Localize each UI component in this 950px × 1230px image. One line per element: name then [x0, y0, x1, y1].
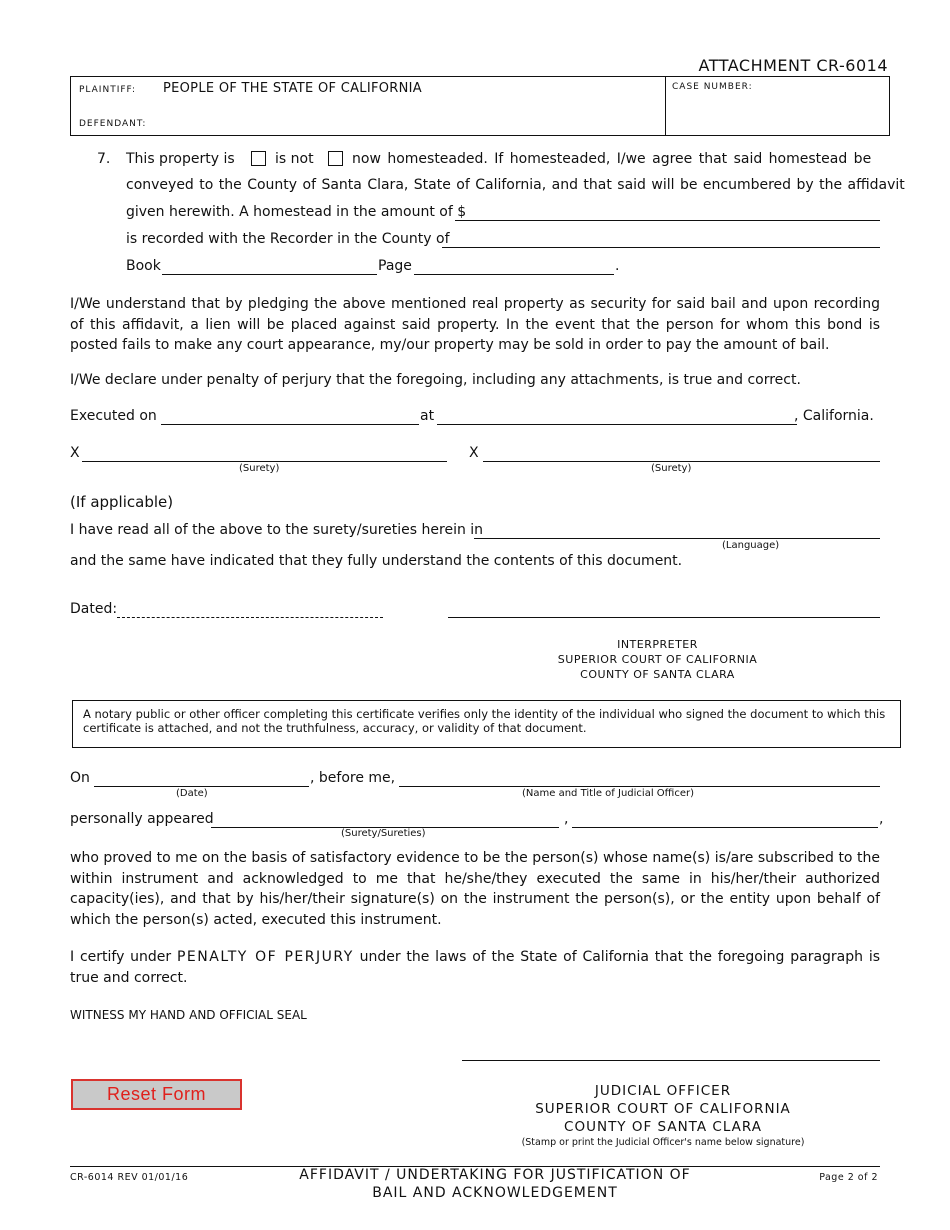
attachment-title: ATTACHMENT CR-6014 [698, 56, 888, 75]
surety2-x: X [469, 445, 479, 461]
item7-line-2: conveyed to the County of Santa Clara, State of California, and that said will be encumbered by the affidavit [126, 177, 905, 193]
date-label: (Date) [176, 788, 208, 799]
surety1-x: X [70, 445, 80, 461]
executed-date-input[interactable] [161, 408, 419, 425]
understand-text: and the same have indicated that they fully understand the contents of this document. [70, 553, 683, 569]
reset-form-button[interactable]: Reset Form [71, 1079, 242, 1110]
surety1-signature[interactable] [82, 445, 447, 462]
item7-line-4: is recorded with the Recorder in the County of [126, 231, 450, 247]
on-label: On [70, 770, 90, 786]
book-label: Book [126, 258, 161, 274]
dated-label: Dated: [70, 601, 118, 617]
proved-paragraph: who proved to me on the basis of satisfactory evidence to be the person(s) whose name(s) is/are subscribed to the within instrument and acknowledged to me that he/she/they executed the same in his/her/their authorized capacity(ies), and that by his/her/their signature(s) on the instrument the person(s), or the entity upon behalf of which the person(s) acted, executed this instrument. [70, 850, 880, 928]
surety-name-2-input[interactable] [572, 811, 878, 828]
judicial-signature[interactable] [462, 1044, 880, 1061]
interpreter-title-1: INTERPRETER [617, 638, 698, 651]
certify-penalty: PENALTY OF PERJURY [176, 949, 354, 965]
item7-text-3: now homesteaded. If homesteaded, I/we agree that said homestead be [352, 151, 872, 167]
interpreter-title-2: SUPERIOR COURT OF CALIFORNIA [557, 653, 758, 666]
at-label: at [420, 408, 435, 424]
language-label: (Language) [722, 540, 780, 551]
page-input[interactable] [414, 258, 614, 275]
judicial-title-3: COUNTY OF SANTA CLARA [564, 1119, 762, 1135]
caption-box [70, 76, 890, 136]
language-input[interactable] [474, 522, 880, 539]
page-label: Page [378, 258, 412, 274]
california-label: , California. [794, 408, 874, 424]
ack-date-input[interactable] [94, 770, 309, 787]
notary-box [72, 700, 901, 748]
notary-text: A notary public or other officer completing this certificate verifies only the identity of the individual who signed the document to which this certificate is attached, and not the truthfulness, accuracy, or validity of that document. [83, 707, 886, 735]
certify-text-a: I certify under [70, 949, 172, 965]
surety1-label: (Surety) [239, 463, 280, 474]
book-input[interactable] [162, 258, 377, 275]
plaintiff-label: PLAINTIFF: [79, 85, 137, 95]
surety2-signature[interactable] [483, 445, 880, 462]
certify-paragraph [70, 947, 880, 988]
executed-place-input[interactable] [437, 408, 797, 425]
item-number: 7. [97, 151, 111, 167]
before-me-label: , before me, [310, 770, 396, 786]
is-not-checkbox[interactable] [328, 151, 343, 166]
lien-paragraph: I/We understand that by pledging the above mentioned real property as security for said bail and upon recording of this affidavit, a lien will be placed against said property. In the event that the person for whom this bond is posted fails to make any court appearance, my/our property may be sold in order to pay the amount of bail. [70, 296, 880, 353]
recorder-county-input[interactable] [442, 231, 880, 248]
footer-title-1: AFFIDAVIT / UNDERTAKING FOR JUSTIFICATION OF [299, 1167, 691, 1183]
officer-label: (Name and Title of Judicial Officer) [522, 788, 694, 799]
if-applicable: (If applicable) [70, 493, 174, 511]
declare-paragraph: I/We declare under penalty of perjury that the foregoing, including any attachments, is true and correct. [70, 372, 801, 388]
interpreter-signature[interactable] [448, 601, 880, 618]
defendant-input[interactable] [151, 114, 660, 132]
judicial-officer-input[interactable] [399, 770, 880, 787]
judicial-note: (Stamp or print the Judicial Officer's name below signature) [521, 1137, 805, 1148]
item7-line-3: given herewith. A homestead in the amount of $ [126, 204, 467, 220]
is-checkbox[interactable] [251, 151, 266, 166]
personally-appeared-label: personally appeared [70, 811, 214, 827]
item7-text-1: This property is [126, 151, 235, 167]
case-number-input[interactable] [672, 99, 886, 131]
dated-input[interactable] [117, 601, 383, 618]
judicial-title-1: JUDICIAL OFFICER [594, 1083, 732, 1099]
footer-page: Page 2 of 2 [819, 1172, 878, 1183]
sureties-label: (Surety/Sureties) [341, 828, 426, 839]
comma-2: , [879, 811, 884, 827]
item7-text-2: is not [275, 151, 314, 167]
caption-divider [665, 77, 666, 135]
certify-text-c: under the laws of the State of California that the foregoing paragraph is true and correct. [70, 949, 881, 986]
surety2-label: (Surety) [651, 463, 692, 474]
witness-text: WITNESS MY HAND AND OFFICIAL SEAL [70, 1008, 307, 1022]
read-all-text: I have read all of the above to the surety/sureties herein in [70, 522, 484, 538]
footer-title-2: BAIL AND ACKNOWLEDGEMENT [372, 1185, 618, 1201]
executed-on-label: Executed on [70, 408, 157, 424]
page-period: . [615, 258, 620, 274]
plaintiff-value: PEOPLE OF THE STATE OF CALIFORNIA [163, 81, 422, 96]
surety-name-1-input[interactable] [211, 811, 559, 828]
judicial-title-2: SUPERIOR COURT OF CALIFORNIA [535, 1101, 791, 1117]
comma-1: , [564, 811, 569, 827]
defendant-label: DEFENDANT: [79, 119, 147, 129]
case-number-label: CASE NUMBER: [672, 82, 753, 92]
homestead-amount-input[interactable] [455, 204, 880, 221]
footer-form-id: CR-6014 REV 01/01/16 [70, 1172, 189, 1183]
interpreter-title-3: COUNTY OF SANTA CLARA [580, 668, 735, 681]
